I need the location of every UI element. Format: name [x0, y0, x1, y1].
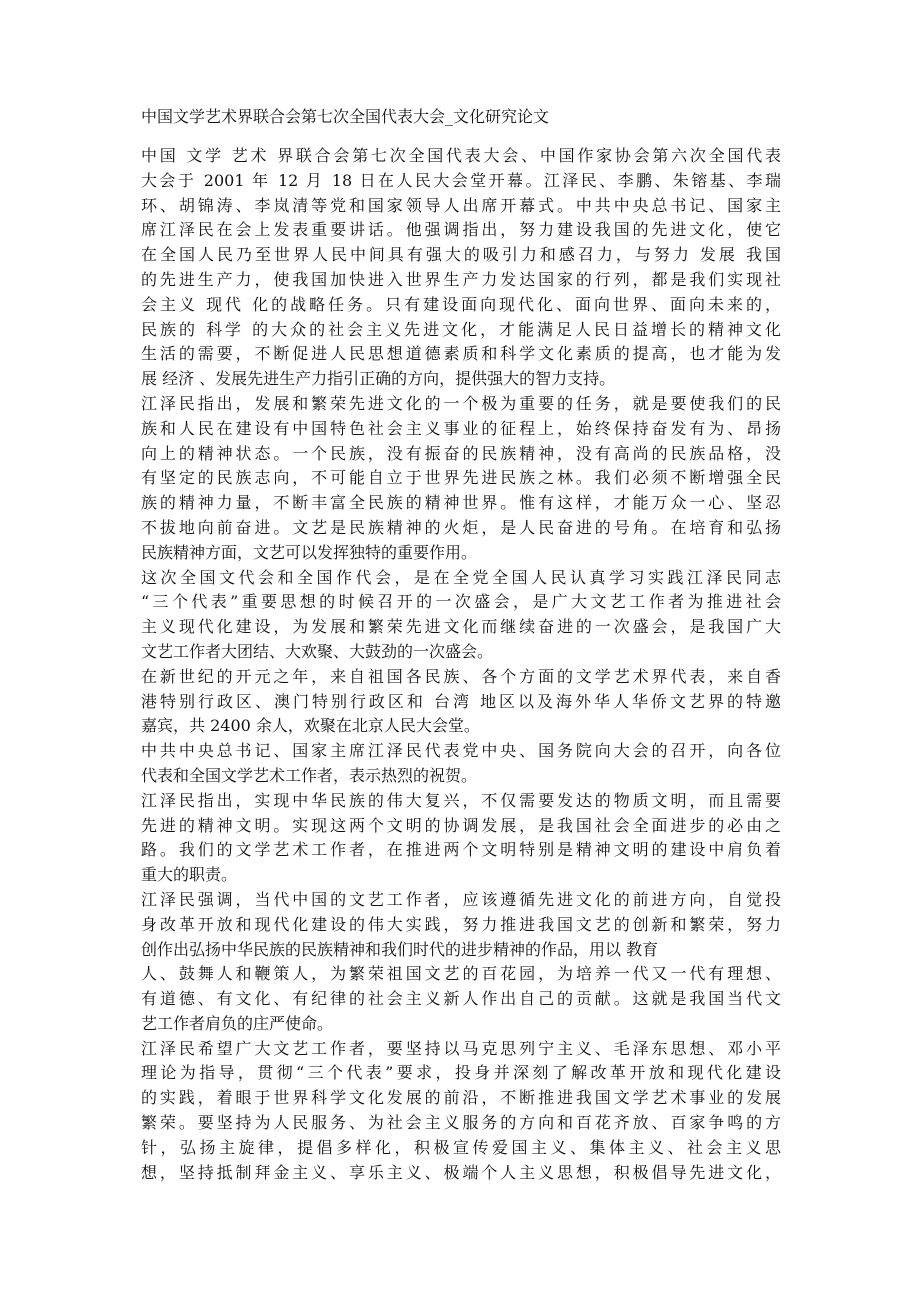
document-text-line: 港特别行政区、澳门特别行政区和 台湾 地区以及海外华人华侨文艺界的特邀 [141, 691, 781, 711]
document-text-line: 江泽民强调，当代中国的文艺工作者，应该遵循先进文化的前进方向，自觉投 [141, 889, 781, 909]
document-text-line: 中国 文学 艺术 界联合会第七次全国代表大会、中国作家协会第六次全国代表 [141, 146, 781, 165]
document-text-line: 身改革开放和现代化建设的伟大实践，努力推进我国文艺的创新和繁荣，努力 [141, 914, 781, 934]
document-text-line: 针，弘扬主旋律，提倡多样化，积极宣传爱国主义、集体主义、社会主义思 [141, 1137, 781, 1157]
document-text-line: 在全国人民乃至世界人民中间具有强大的吸引力和感召力，与努力 发展 我国 [141, 245, 781, 265]
document-text-line: 江泽民指出，实现中华民族的伟大复兴，不仅需要发达的物质文明，而且需要 [141, 790, 781, 810]
document-text-line: 理论为指导，贯彻“三个代表”要求，投身并深刻了解改革开放和现代化建设 [141, 1063, 781, 1083]
document-text-line: 江泽民希望广大文艺工作者，要坚持以马克思列宁主义、毛泽东思想、邓小平 [141, 1038, 781, 1058]
document-text-line: 族和人民在建设有中国特色社会主义事业的征程上，始终保持奋发有为、昂扬 [141, 418, 781, 438]
document-text-line: “三个代表”重要思想的时候召开的一次盛会，是广大文艺工作者为推进社会 [141, 592, 781, 612]
document-text-line: 先进的精神文明。实现这两个文明的协调发展，是我国社会全面进步的必由之 [141, 815, 781, 835]
document-text-line: 的实践，着眼于世界科学文化发展的前沿，不断推进我国文学艺术事业的发展 [141, 1088, 781, 1108]
document-text-line: 这次全国文代会和全国作代会，是在全党全国人民认真学习实践江泽民同志 [141, 567, 781, 587]
document-text-line: 有道德、有文化、有纪律的社会主义新人作出自己的贡献。这就是我国当代文 [141, 989, 781, 1009]
document-text-line: 重大的职责。 [141, 865, 238, 885]
document-text-line: 大会于 2001 年 12 月 18 日在人民大会堂开幕。江泽民、李鹏、朱镕基、李瑞 [141, 170, 781, 190]
document-text-line: 人、鼓舞人和鞭策人，为繁荣祖国文艺的百花园，为培养一代又一代有理想、 [141, 964, 781, 984]
document-text-line: 艺工作者肩负的庄严使命。 [141, 1013, 334, 1033]
document-text-line: 创作出弘扬中华民族的民族精神和我们时代的进步精神的作品，用以 教育 [141, 939, 659, 959]
document-text-line: 主义现代化建设，为发展和繁荣先进文化而继续奋进的一次盛会，是我国广大 [141, 617, 781, 637]
document-page [141, 106, 781, 1185]
document-text-line: 民族的 科学 的大众的社会主义先进文化，才能满足人民日益增长的精神文化 [141, 319, 781, 339]
document-text-line: 展 经济 、发展先进生产力指引正确的方向，提供强大的智力支持。 [141, 369, 616, 389]
document-text-line: 代表和全国文学艺术工作者，表示热烈的祝贺。 [141, 765, 478, 785]
document-text-line: 不拔地向前奋进。文艺是民族精神的火炬，是人民奋进的号角。在培育和弘扬 [141, 517, 781, 537]
document-text-line: 江泽民指出，发展和繁荣先进文化的一个极为重要的任务，就是要使我们的民 [141, 393, 781, 413]
document-text-line: 民族精神方面，文艺可以发挥独特的重要作用。 [141, 542, 478, 562]
document-text-line: 文艺工作者大团结、大欢聚、大鼓劲的一次盛会。 [141, 641, 494, 661]
document-text-line: 嘉宾，共 2400 余人，欢聚在北京人民大会堂。 [141, 716, 480, 736]
document-title: 中国文学艺术界联合会第七次全国代表大会_文化研究论文 [141, 107, 550, 126]
document-text-line: 繁荣。要坚持为人民服务、为社会主义服务的方向和百花齐放、百家争鸣的方 [141, 1113, 781, 1133]
document-text-line: 有坚定的民族志向，不可能自立于世界先进民族之林。我们必须不断增强全民 [141, 468, 781, 488]
document-text-line: 中共中央总书记、国家主席江泽民代表党中央、国务院向大会的召开，向各位 [141, 741, 781, 761]
document-text-line: 生活的需要，不断促进人民思想道德素质和科学文化素质的提高，也才能为发 [141, 344, 781, 364]
document-text-line: 的先进生产力，使我国加快进入世界生产力发达国家的行列，都是我们实现社 [141, 269, 781, 289]
document-text-line: 席江泽民在会上发表重要讲话。他强调指出，努力建设我国的先进文化，使它 [141, 220, 781, 240]
document-text-line: 会主义 现代 化的战略任务。只有建设面向现代化、面向世界、面向未来的， [141, 294, 781, 314]
document-text-line: 在新世纪的开元之年，来自祖国各民族、各个方面的文学艺术界代表，来自香 [141, 666, 781, 686]
document-text-line: 环、胡锦涛、李岚清等党和国家领导人出席开幕式。中共中央总书记、国家主 [141, 195, 781, 215]
document-text-line: 向上的精神状态。一个民族，没有振奋的民族精神，没有高尚的民族品格，没 [141, 443, 781, 463]
document-text-line: 族的精神力量，不断丰富全民族的精神世界。惟有这样，才能万众一心、坚忍 [141, 493, 781, 513]
document-body [141, 144, 781, 1185]
document-text-line: 想，坚持抵制拜金主义、享乐主义、极端个人主义思想，积极倡导先进文化， [141, 1162, 781, 1182]
document-text-line: 路。我们的文学艺术工作者，在推进两个文明特别是精神文明的建设中肩负着 [141, 840, 781, 860]
